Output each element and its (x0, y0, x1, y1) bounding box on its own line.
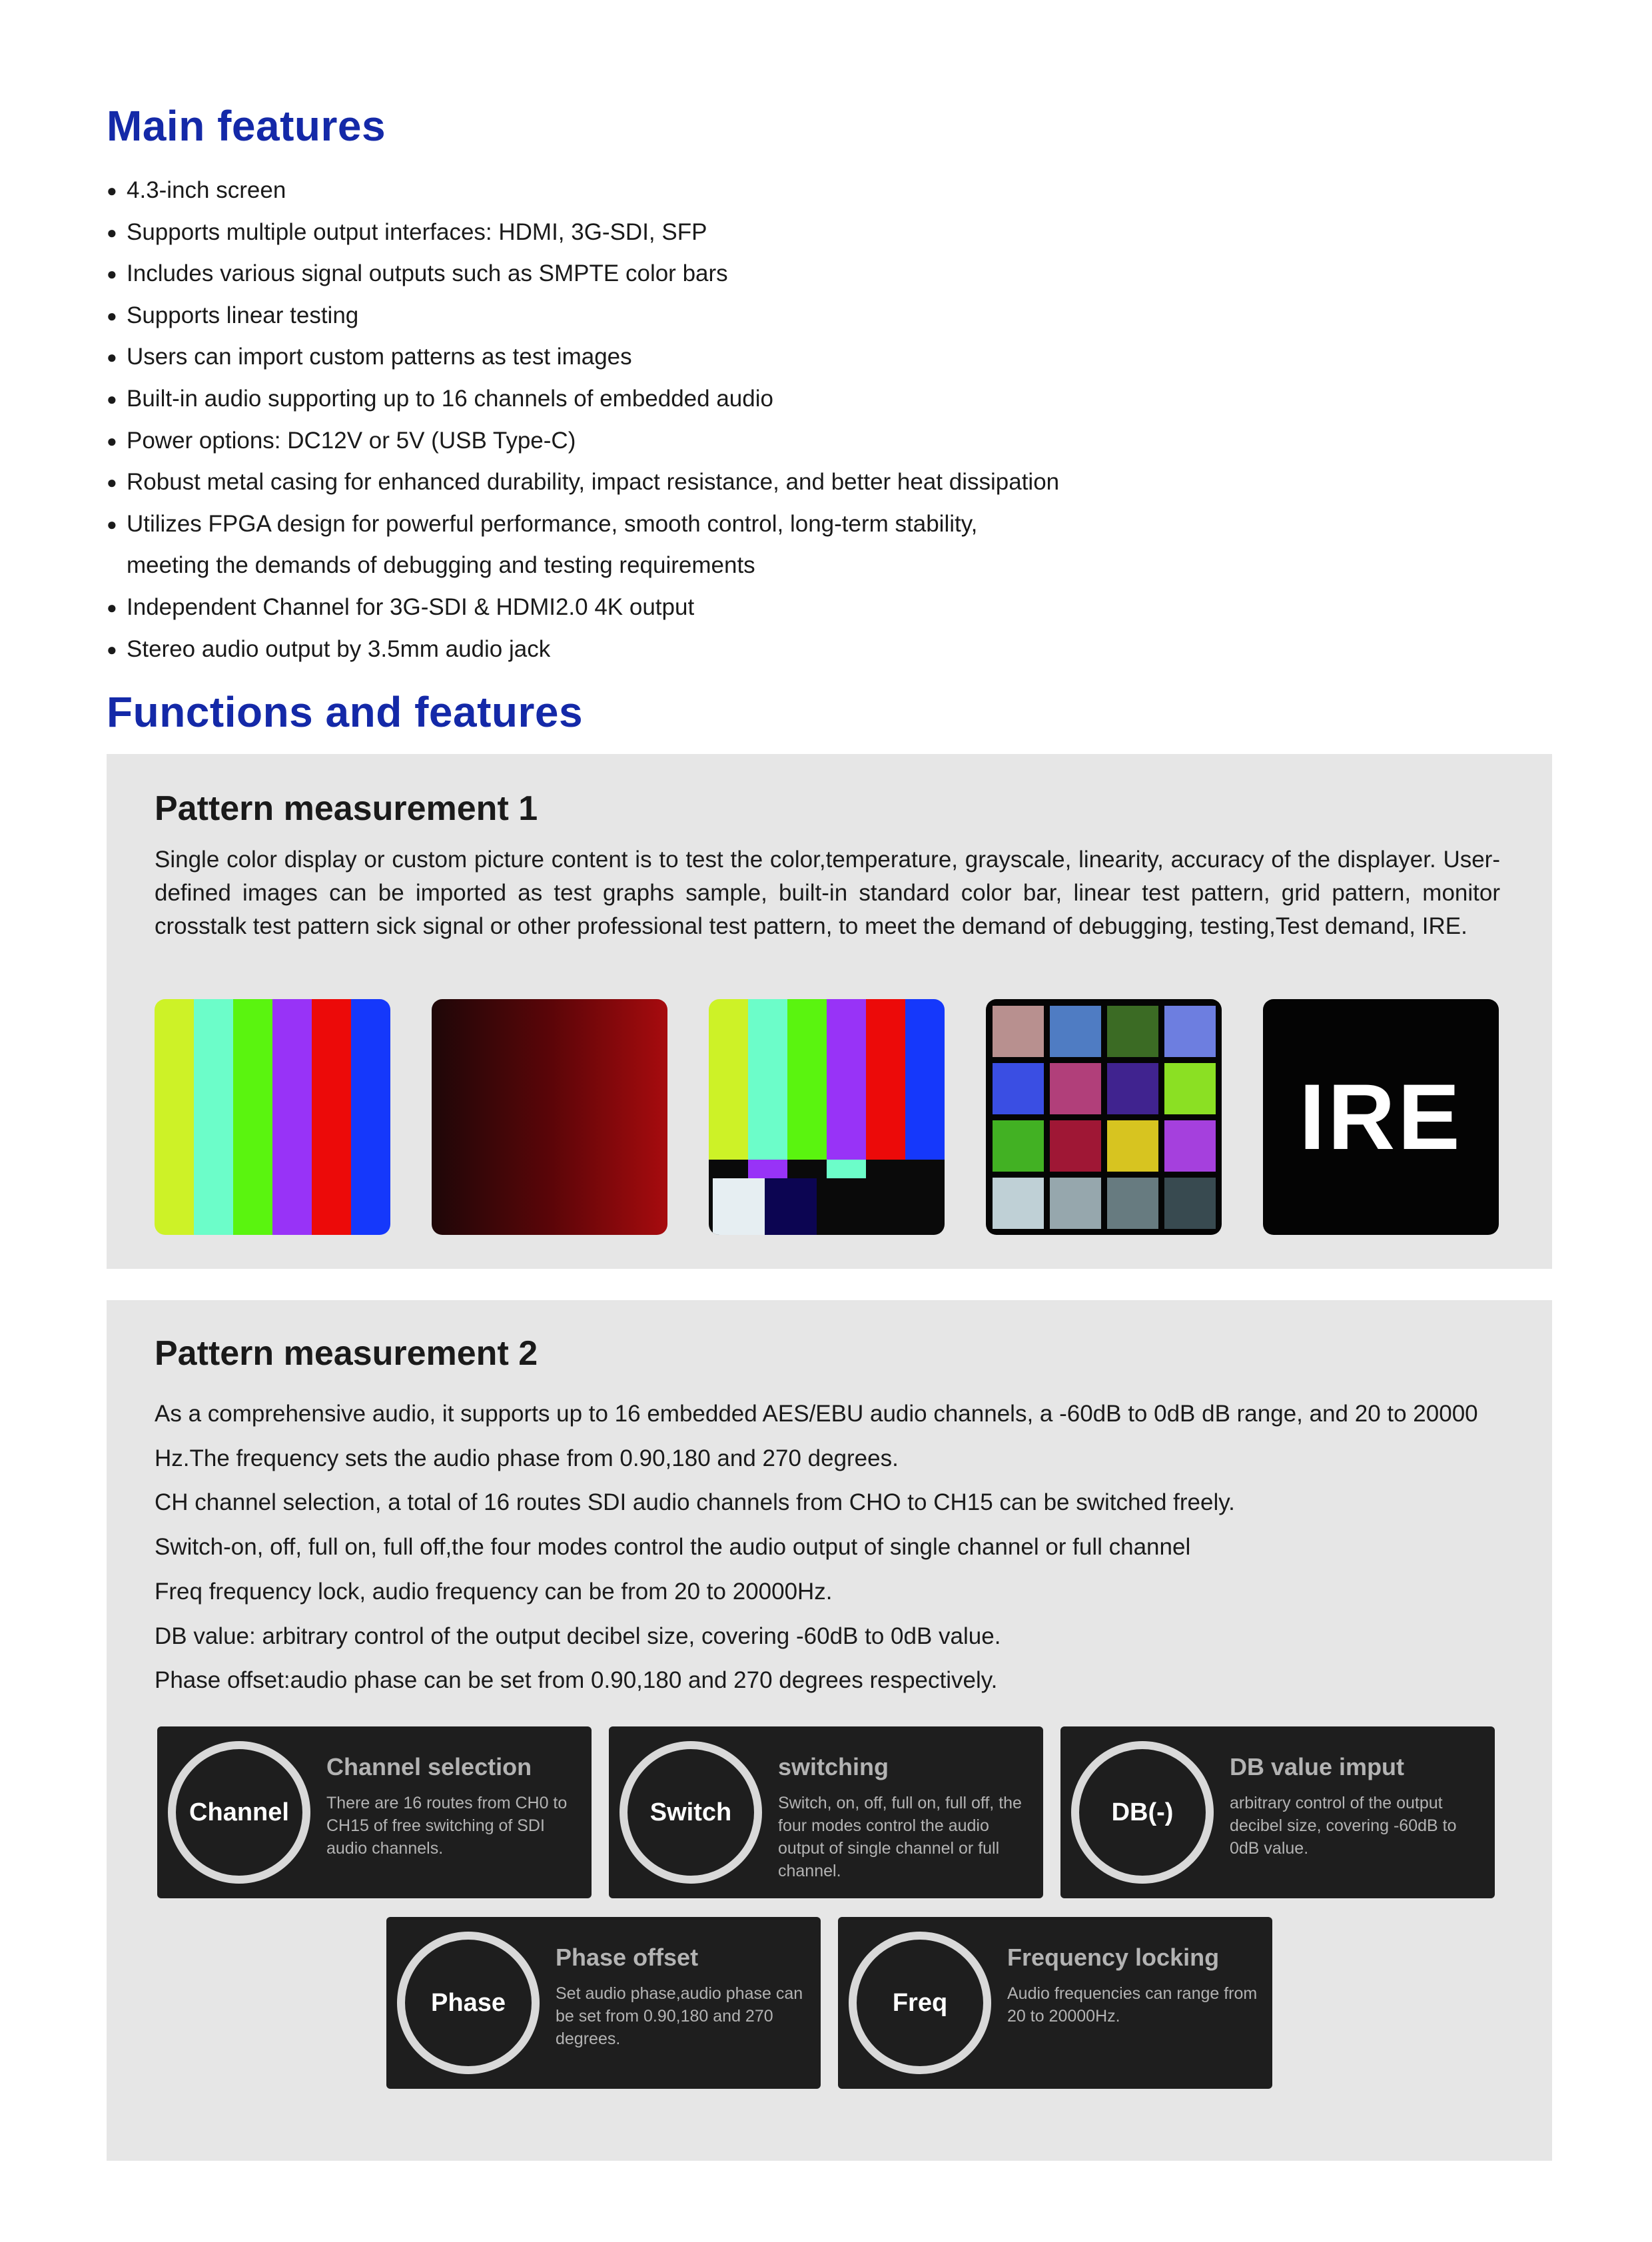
red-gradient-pattern (432, 999, 667, 1235)
ire-label: IRE (1299, 1064, 1463, 1169)
color-grid-cell (1107, 1006, 1158, 1057)
color-grid-cell (1050, 1006, 1101, 1057)
smpte-mid-bar (709, 1160, 748, 1178)
color-bar (351, 999, 390, 1235)
frequency-locking-card (838, 1917, 1272, 2089)
color-grid-cell (1164, 1178, 1216, 1229)
feature-item-continuation: meeting the demands of debugging and testing requirements (127, 552, 755, 579)
pattern2-paragraph: Switch-on, off, full on, full off,the four modes control the audio output of single channel or full channel (155, 1534, 1191, 1561)
color-bar (748, 999, 787, 1160)
smpte-pluge-block (765, 1178, 817, 1235)
feature-item: ● Supports multiple output interfaces: HDMI, 3G-SDI, SFP (107, 212, 1059, 254)
card-title: Channel selection (326, 1753, 532, 1780)
freq-ring-icon: Freq (849, 1932, 991, 2074)
feature-item: ● Supports linear testing (107, 295, 1059, 337)
color-bar (194, 999, 233, 1235)
functions-title: Functions and features (107, 688, 584, 736)
smpte-mid-bar (866, 1160, 905, 1178)
color-bar (787, 999, 827, 1160)
color-grid-cell (1050, 1120, 1101, 1172)
color-bar (709, 999, 748, 1160)
color-bar (827, 999, 866, 1160)
phase-ring-icon: Phase (397, 1932, 540, 2074)
pattern2-paragraph: DB value: arbitrary control of the output decibel size, covering -60dB to 0dB value. (155, 1623, 1001, 1649)
smpte-mid-bar (748, 1160, 787, 1178)
card-description: Set audio phase,audio phase can be set from 0.90,180 and 270 degrees. (556, 1984, 803, 2048)
db-ring-icon: DB(-) (1071, 1741, 1214, 1884)
color-grid-cell (993, 1178, 1044, 1229)
color-grid-cell (1164, 1120, 1216, 1172)
color-grid-cell (993, 1063, 1044, 1114)
color-grid-cell (1107, 1178, 1158, 1229)
color-bar (272, 999, 312, 1235)
smpte-mid-bar (905, 1160, 945, 1178)
feature-item: ● Robust metal casing for enhanced durability, impact resistance, and better heat dissipation (107, 462, 1059, 504)
feature-item: ● Independent Channel for 3G-SDI & HDMI2.0 4K output (107, 587, 1059, 629)
color-bar (905, 999, 945, 1160)
color-grid-cell (1050, 1063, 1101, 1114)
card-title: Phase offset (556, 1944, 699, 1971)
color-bar (155, 999, 194, 1235)
color-grid-cell (1107, 1120, 1158, 1172)
color-grid-cell (1164, 1006, 1216, 1057)
pattern2-paragraph: Phase offset:audio phase can be set from 0.90,180 and 270 degrees respectively. (155, 1667, 998, 1694)
color-grid-cell (993, 1120, 1044, 1172)
smpte-mid-bar (787, 1160, 827, 1178)
ire-pattern (1263, 999, 1499, 1235)
color-bar (866, 999, 905, 1160)
pattern2-text (155, 1392, 1513, 1703)
feature-item: ● Built-in audio supporting up to 16 channels of embedded audio (107, 378, 1059, 420)
card-title: DB value imput (1230, 1753, 1405, 1780)
pattern-measurement-1-panel (107, 754, 1552, 1269)
card-title: Frequency locking (1007, 1944, 1220, 1971)
pattern-measurement-2-panel (107, 1300, 1552, 2161)
switch-ring-icon: Switch (620, 1741, 762, 1884)
smpte-color-bars-pattern (709, 999, 945, 1235)
card-description: Switch, on, off, full on, full off, the four modes control the audio output of single channel or full channel. (778, 1794, 1022, 1880)
card-description: There are 16 routes from CH0 to CH15 of free switching of SDI audio channels. (326, 1794, 568, 1858)
feature-item: ● Includes various signal outputs such as SMPTE color bars (107, 253, 1059, 295)
pattern2-paragraph: Freq frequency lock, audio frequency can be from 20 to 20000Hz. (155, 1578, 833, 1605)
card-title: switching (778, 1753, 889, 1780)
color-grid-pattern (986, 999, 1222, 1235)
main-features-title: Main features (107, 102, 386, 150)
color-bars-pattern (155, 999, 390, 1235)
color-grid-cell (1164, 1063, 1216, 1114)
feature-item: ● Power options: DC12V or 5V (USB Type-C) (107, 420, 1059, 462)
color-grid-cell (1050, 1178, 1101, 1229)
card-description: arbitrary control of the output decibel size, covering -60dB to 0dB value. (1230, 1794, 1457, 1858)
color-bar (233, 999, 272, 1235)
smpte-mid-bar (827, 1160, 866, 1178)
card-description: Audio frequencies can range from 20 to 20000Hz. (1007, 1984, 1258, 2026)
pattern2-title: Pattern measurement 2 (155, 1334, 538, 1373)
color-grid-cell (1107, 1063, 1158, 1114)
feature-item: ● Users can import custom patterns as test images (107, 336, 1059, 378)
pattern1-title: Pattern measurement 1 (155, 789, 538, 828)
pattern2-paragraph: As a comprehensive audio, it supports up to 16 embedded AES/EBU audio channels, a -60dB to 0dB dB range, and 20 to 20000 (155, 1401, 1478, 1427)
pattern2-paragraph: CH channel selection, a total of 16 routes SDI audio channels from CHO to CH15 can be switched freely. (155, 1489, 1235, 1516)
feature-item: ● 4.3-inch screen (107, 170, 1059, 212)
smpte-pluge-block (713, 1178, 765, 1235)
channel-ring-icon: Channel (168, 1741, 310, 1884)
channel-selection-card (157, 1726, 592, 1898)
main-features-list (107, 170, 1059, 670)
pattern2-paragraph: Hz.The frequency sets the audio phase from 0.90,180 and 270 degrees. (155, 1445, 899, 1471)
phase-offset-card (386, 1917, 821, 2089)
color-bar (312, 999, 351, 1235)
color-grid-cell (993, 1006, 1044, 1057)
switching-card (609, 1726, 1043, 1898)
feature-item: ● Utilizes FPGA design for powerful performance, smooth control, long-term stability, meeting the demands of debugging and testing requirements (107, 504, 1059, 587)
db-value-card (1060, 1726, 1495, 1898)
feature-item: ● Stereo audio output by 3.5mm audio jack (107, 629, 1059, 671)
pattern1-text: Single color display or custom picture content is to test the color,temperature, grayscale, linearity, accuracy of the displayer. User-defined images can be imported as test graphs sample, built-in standard color bar, linear test pattern, grid pattern, monitor crosstalk test pattern sick signal or other professional test pattern, to meet the demand of debugging, testing,Test demand, IRE. (155, 847, 1500, 939)
